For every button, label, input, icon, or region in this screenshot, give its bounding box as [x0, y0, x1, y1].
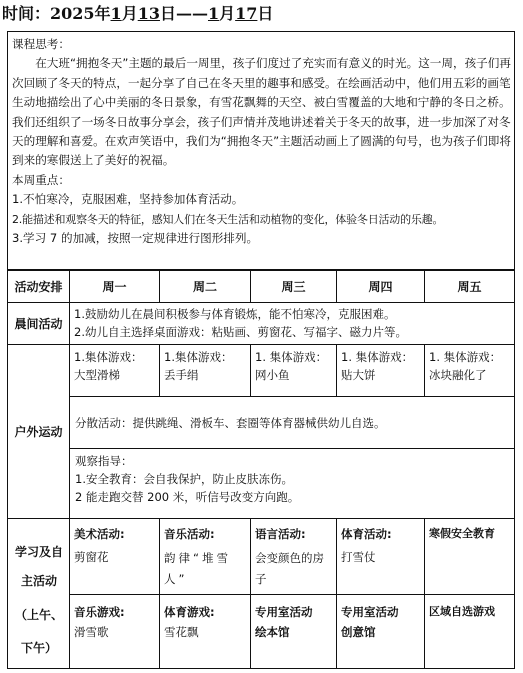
outdoor-game-mon — [70, 345, 160, 397]
activity-title: 音乐活动: — [164, 527, 215, 541]
outdoor-game-tue — [160, 345, 251, 397]
activity-title: 体育游戏: — [164, 605, 215, 619]
weekly-schedule-table — [7, 270, 515, 669]
morning-line-1: 1.鼓励幼儿在晨间积极参与体育锻炼，能不怕寒冷，克服困难。 — [74, 307, 396, 321]
guidance-line-2: 2 能走跑交替 200 米，听信号改变方向跑。 — [75, 490, 300, 504]
month-char-2: 月 — [219, 4, 236, 23]
guidance-line-1: 1.安全教育：会自我保护，防止皮肤冻伤。 — [75, 472, 293, 486]
scattered-activity — [70, 397, 514, 449]
outdoor-game-wed — [251, 345, 337, 397]
activity-detail: 雪花飘 — [164, 625, 199, 639]
am-activity-wed — [251, 519, 337, 595]
game-label: 1.集体游戏： — [164, 350, 233, 364]
am-activity-mon — [70, 519, 160, 595]
outdoor-game-thu — [337, 345, 425, 397]
start-month: 1 — [110, 4, 122, 23]
activity-title: 寒假安全教育 — [429, 527, 495, 540]
focus-item-1: 1.不怕寒冷，克服困难，坚持参加体育活动。 — [12, 192, 244, 207]
focus-item-2: 2.能描述和观察冬天的特征，感知人们在冬天生活和动植物的变化，体验冬日活动的乐趣。 — [12, 212, 444, 226]
focus-item-3: 3.学习 7 的加减，按照一定规律进行图形排列。 — [12, 231, 259, 246]
am-activity-tue — [160, 519, 251, 595]
study-label-line-3: （上午、 — [14, 608, 63, 622]
pm-activity-mon — [70, 595, 160, 668]
end-month: 1 — [207, 4, 220, 23]
pm-activity-thu — [337, 595, 425, 668]
end-day: 17 — [235, 4, 258, 23]
game-label: 1.集体游戏： — [74, 350, 143, 364]
day-separator: 日—— — [159, 4, 208, 23]
study-label — [8, 519, 70, 668]
activity-detail: 滑雪歌 — [74, 625, 109, 639]
game-label: 1. 集体游戏： — [429, 350, 502, 364]
am-activity-fri — [425, 519, 514, 595]
activity-title: 音乐游戏: — [74, 605, 125, 619]
game-label: 1. 集体游戏： — [341, 350, 414, 364]
morning-activities — [70, 303, 514, 345]
outdoor-label: 户外运动 — [8, 345, 70, 519]
reflection-heading: 课程思考： — [12, 37, 70, 51]
activity-title: 专用室活动 — [255, 605, 313, 619]
day-header-mon: 周一 — [70, 271, 160, 303]
activity-detail: 绘本馆 — [255, 625, 290, 639]
pm-activity-fri — [425, 595, 514, 668]
scattered-text: 分散活动：提供跳绳、滑板车、套圈等体育器械供幼儿自选。 — [75, 415, 386, 430]
pm-activity-wed — [251, 595, 337, 668]
activity-detail: 创意馆 — [341, 625, 376, 639]
activity-title: 语言活动: — [255, 527, 306, 541]
game-label: 1. 集体游戏： — [255, 350, 328, 364]
focus-heading: 本周重点： — [12, 172, 70, 187]
activity-detail: 韵律“堆雪人” — [164, 551, 231, 586]
corner-header: 活动安排 — [8, 271, 70, 303]
activity-title: 区域自选游戏 — [429, 605, 495, 618]
day-char-2: 日 — [257, 4, 274, 23]
activity-title: 体育活动: — [341, 527, 392, 541]
activity-detail: 打雪仗 — [341, 550, 376, 564]
game-name: 丢手绢 — [164, 368, 199, 382]
date-range-header — [0, 0, 523, 30]
month-char-1: 月 — [121, 4, 138, 23]
activity-detail: 剪窗花 — [74, 550, 109, 564]
activity-detail: 会变颜色的房子 — [255, 551, 324, 586]
day-header-thu: 周四 — [337, 271, 425, 303]
outdoor-game-fri — [425, 345, 514, 397]
day-header-wed: 周三 — [251, 271, 337, 303]
observation-guidance — [70, 449, 514, 519]
guidance-title: 观察指导： — [75, 454, 133, 468]
date-prefix: 时间：2025年 — [2, 4, 111, 23]
morning-label: 晨间活动 — [8, 303, 70, 345]
study-label-line-4: 下午） — [20, 641, 57, 655]
pm-activity-tue — [160, 595, 251, 668]
game-name: 大型滑梯 — [74, 368, 120, 382]
day-header-tue: 周二 — [160, 271, 251, 303]
game-name: 网小鱼 — [255, 368, 290, 382]
start-day: 13 — [137, 4, 160, 23]
course-reflection-box — [7, 31, 515, 270]
am-activity-thu — [337, 519, 425, 595]
game-name: 贴大饼 — [341, 368, 376, 382]
study-label-line-1: 学习及自 — [14, 545, 63, 559]
reflection-body: 在大班“拥抱冬天”主题的最后一周里，孩子们度过了充实而有意义的时光。这一周，孩子们再次回顾了冬天的特点，一起分享了自己在冬天里的趣事和感受。在绘画活动中，他们用五彩的画笔生动地描绘出了心中美丽的冬日景象，有雪花飘舞的天空、被白雪覆盖的大地和宁静的冬日之桥。我们还组织了一场冬日故事分享会，孩子们声情并茂地讲述着关于冬天的故事，进一步加深了对冬天的理解和喜爱。在欢声笑语中，我们为“拥抱冬天”主题活动画上了圆满的句号，也为孩子们即将到来的寒假送上了美好的祝福。 — [12, 56, 511, 168]
morning-line-2: 2.幼儿自主选择桌面游戏：粘贴画、剪窗花、写福字、磁力片等。 — [74, 325, 407, 339]
day-header-fri: 周五 — [425, 271, 514, 303]
game-name: 冰块融化了 — [429, 368, 487, 382]
activity-title: 美术活动: — [74, 527, 125, 541]
activity-title: 专用室活动 — [341, 605, 399, 619]
study-label-line-2: 主活动 — [20, 574, 57, 588]
